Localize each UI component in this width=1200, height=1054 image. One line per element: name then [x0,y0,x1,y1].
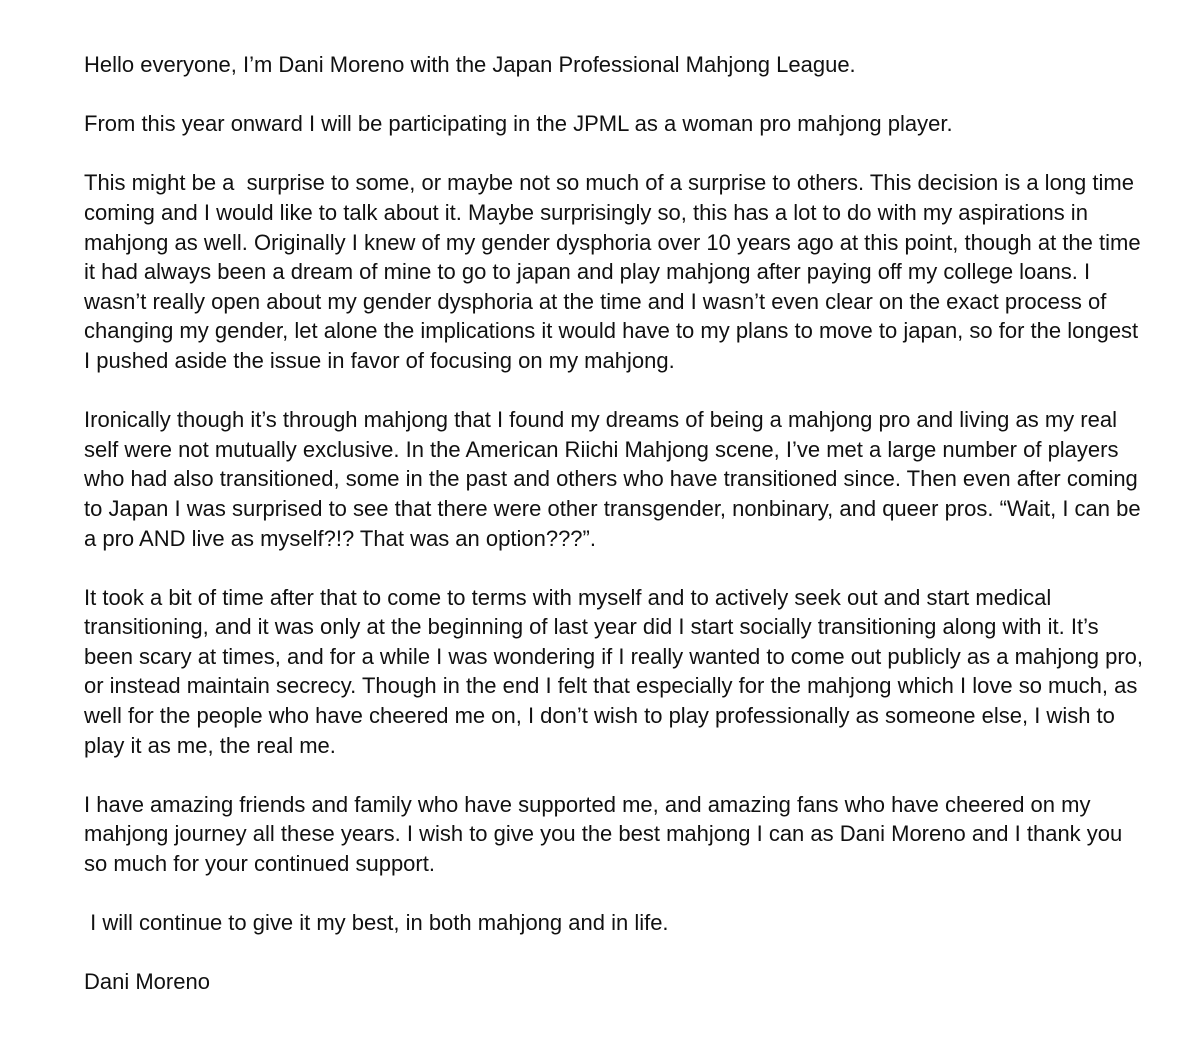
closing-paragraph: I will continue to give it my best, in both mahjong and in life. [84,910,669,936]
transition-paragraph: It took a bit of time after that to come to terms with myself and to actively seek out and start medical transitioning, and it was only at the beginning of last year did I start socially transitioning along with it. It’s been scary at times, and for a while I was wondering if I really wanted to come out publicly as a mahjong pro, or instead maintain secrecy. Though in the end I felt that especially for the mahjong which I love so much, as well for the people who have cheered me on, I don’t wish to play professionally as someone else, I wish to play it as me, the real me. [84,584,1150,758]
greeting-paragraph: Hello everyone, I’m Dani Moreno with the Japan Professional Mahjong League. [84,52,856,77]
background-paragraph: This might be a surprise to some, or maybe not so much of a surprise to others. This decision is a long time coming and I would like to talk about it. Maybe surprisingly so, this has a lot to do with my aspirations in mahjong as well. Originally I knew of my gender dysphoria over 10 years ago at this point, though at the time it had always been a dream of mine to go to japan and play mahjong after paying off my college loans. I wasn’t really open about my gender dysphoria at the time and I wasn’t even clear on the exact process of changing my gender, let alone the implications it would have to my plans to move to japan, so for the longest I pushed aside the issue in favor of focusing on my mahjong. [84,170,1147,373]
announcement-paragraph: From this year onward I will be participating in the JPML as a woman pro mahjong player. [84,111,953,137]
thanks-paragraph: I have amazing friends and family who have supported me, and amazing fans who have cheered on my mahjong journey all these years. I wish to give you the best mahjong I can as Dani Moreno and I thank you so much for your continued support. [84,791,1129,877]
signature: Dani Moreno [84,969,210,995]
community-paragraph: Ironically though it’s through mahjong that I found my dreams of being a mahjong pro and living as my real self were not mutually exclusive. In the American Riichi Mahjong scene, I’ve met a large number of players who had also transitioned, some in the past and others who have transitioned since. Then even after coming to Japan I was surprised to see that there were other transgender, nonbinary, and queer pros. “Wait, I can be a pro AND live as myself?!? That was an option???”. [84,407,1147,551]
letter-document [84,50,1150,997]
